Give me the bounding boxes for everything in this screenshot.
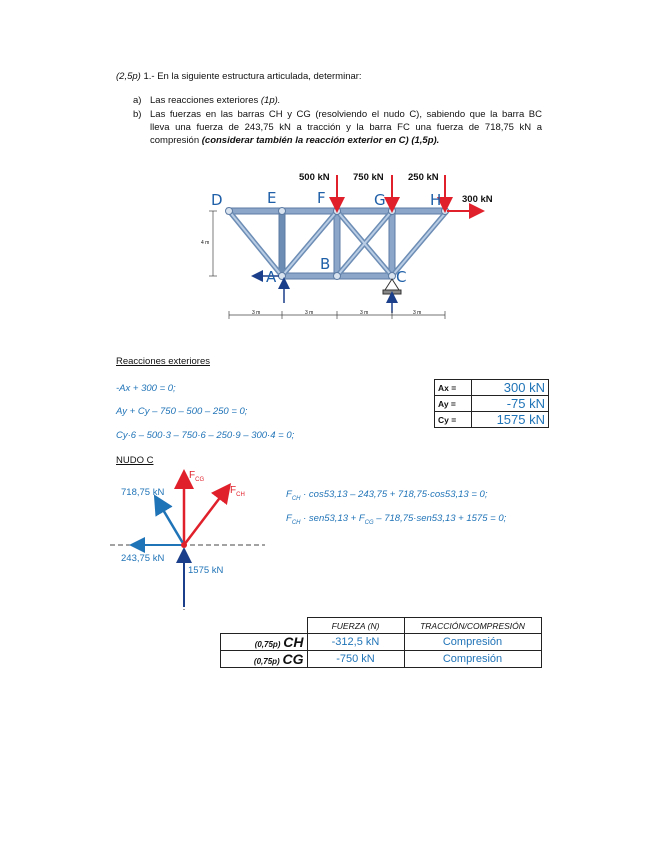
node-label-a: A bbox=[266, 268, 277, 286]
force-value: -312,5 kN bbox=[307, 634, 404, 651]
force-fch-arrow bbox=[184, 491, 225, 545]
reaction-eq-2: Ay + Cy – 750 – 500 – 250 = 0; bbox=[116, 406, 248, 417]
node-c-eq-2: $F_{CH} \cdot sen53,13 + F_{CG} - 718,75\cdot sen53,13 + 1575 = 0$; bbox=[286, 513, 507, 526]
force-value: -750 kN bbox=[307, 651, 404, 668]
reaction-eq-3: Cy·6 – 500·3 – 750·6 – 250·9 – 300·4 = 0; bbox=[116, 430, 295, 441]
problem-number: 1.- bbox=[143, 71, 155, 82]
span-label-2: 3 m bbox=[305, 310, 314, 316]
item-a-text: Las reacciones exteriores (1p). bbox=[150, 95, 281, 106]
reaction-key: Cy = bbox=[435, 412, 472, 428]
label-fch: $F_{CH}$ bbox=[230, 485, 245, 498]
force-type: Compresión bbox=[404, 651, 541, 668]
table-row bbox=[435, 380, 549, 396]
table-row bbox=[221, 634, 542, 651]
reaction-value: 1575 kN bbox=[472, 412, 549, 428]
table-row bbox=[221, 651, 542, 668]
reaction-key: Ax = bbox=[435, 380, 472, 396]
problem-statement bbox=[116, 71, 362, 82]
reaction-value: -75 kN bbox=[472, 396, 549, 412]
bar-cell: (0,75p) CG bbox=[221, 651, 308, 668]
problem-text: En la siguiente estructura articulada, determinar: bbox=[157, 71, 362, 82]
reactions-table bbox=[434, 379, 549, 428]
span-label-3: 3 m bbox=[360, 310, 369, 316]
node-label-c: C bbox=[396, 268, 407, 286]
node-label-b: B bbox=[320, 255, 331, 273]
node-c-eq-1: $F_{CH} \cdot \cos 53,13 - 243,75 + 718,75\cdot\cos 53,13 = 0$; bbox=[286, 489, 488, 502]
load-label-250: 250 kN bbox=[408, 172, 439, 183]
load-label-750: 750 kN bbox=[353, 172, 384, 183]
label-fcg: $F_{CG}$ bbox=[189, 470, 205, 483]
node-label-h: H bbox=[430, 191, 442, 209]
item-b-marker: b) bbox=[133, 109, 142, 120]
bar-cell: (0,75p) CH bbox=[221, 634, 308, 651]
item-b-line2: lleva una fuerza de 243,75 kN a tracción y la barra FC una fuerza de 718,75 kN a bbox=[150, 122, 542, 133]
forces-table bbox=[220, 617, 542, 668]
reaction-value: 300 kN bbox=[472, 380, 549, 396]
node-label-e: E bbox=[267, 189, 277, 207]
truss-diagram bbox=[195, 165, 515, 325]
reaction-eq-1: -Ax + 300 = 0; bbox=[116, 383, 176, 394]
table-header-row bbox=[221, 618, 542, 634]
force-type: Compresión bbox=[404, 634, 541, 651]
table-row bbox=[435, 396, 549, 412]
item-a bbox=[133, 95, 141, 106]
reaction-key: Ay = bbox=[435, 396, 472, 412]
problem-points: (2,5p) bbox=[116, 71, 141, 82]
node-label-d: D bbox=[211, 191, 223, 209]
reactions-title: Reacciones exteriores bbox=[116, 356, 210, 367]
label-fc-value: 718,75 kN bbox=[121, 487, 165, 498]
force-fc-arrow bbox=[159, 503, 184, 545]
node-label-f: F bbox=[317, 189, 326, 207]
vertical-members bbox=[279, 211, 395, 276]
item-a-points: (1p). bbox=[260, 95, 281, 106]
label-bc-value: 243,75 kN bbox=[121, 553, 165, 564]
node-c-point bbox=[181, 542, 187, 548]
item-a-marker: a) bbox=[133, 95, 142, 106]
header-force: FUERZA (N) bbox=[307, 618, 404, 634]
node-c-title: NUDO C bbox=[116, 455, 154, 466]
item-b-line3: compresión (considerar también la reacción exterior en C) (1,5p). bbox=[150, 135, 440, 146]
label-cy-value: 1575 kN bbox=[188, 565, 224, 576]
load-label-horizontal: 300 kN bbox=[462, 194, 493, 205]
node-label-g: G bbox=[374, 191, 386, 209]
header-type: TRACCIÓN/COMPRESIÓN bbox=[404, 618, 541, 634]
load-label-500: 500 kN bbox=[299, 172, 330, 183]
item-b-line1: Las fuerzas en las barras CH y CG (resolviendo el nudo C), sabiendo que la barra BC bbox=[150, 109, 542, 120]
table-row bbox=[435, 412, 549, 428]
span-label-4: 3 m bbox=[413, 310, 422, 316]
span-label-1: 3 m bbox=[252, 310, 261, 316]
height-label: 4 m bbox=[201, 240, 210, 246]
